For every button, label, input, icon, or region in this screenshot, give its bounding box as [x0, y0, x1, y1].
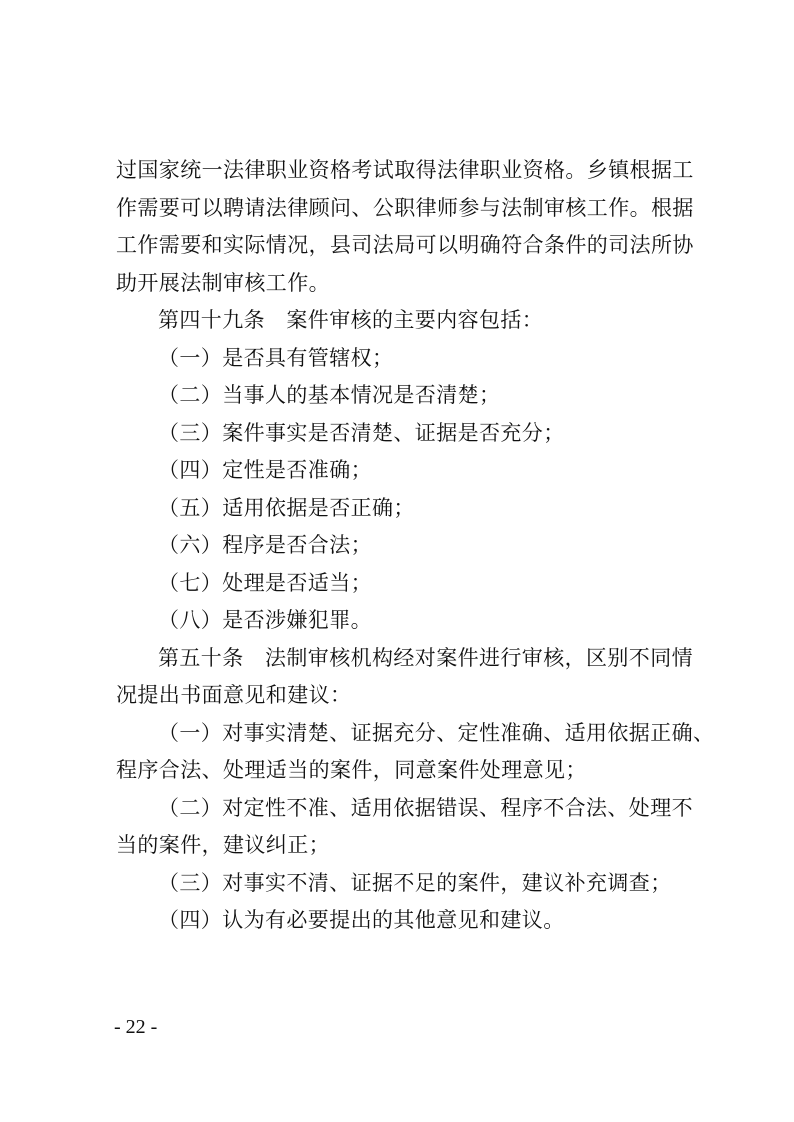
article-50-heading: 第五十条 法制审核机构经对案件进行审核，区别不同情 [158, 645, 693, 670]
text-line: 工作需要和实际情况，县司法局可以明确符合条件的司法所协 [116, 233, 694, 257]
text-line: 当的案件，建议纠正； [116, 833, 330, 857]
list-item: （一）对事实清楚、证据充分、定性准确、适用依据正确、 [158, 720, 715, 745]
list-item: （三）案件事实是否清楚、证据是否充分； [158, 420, 565, 445]
list-item: （六）程序是否合法； [158, 533, 372, 557]
article-49-heading: 第四十九条 案件审核的主要内容包括： [158, 308, 544, 332]
list-item: （五）适用依据是否正确； [158, 495, 415, 520]
list-item: （一）是否具有管辖权； [158, 345, 394, 370]
list-item: （三）对事实不清、证据不足的案件，建议补充调查； [158, 870, 672, 895]
text-line: 助开展法制审核工作。 [116, 270, 330, 295]
list-item: （四）定性是否准确； [158, 458, 372, 482]
text-line: 作需要可以聘请法律顾问、公职律师参与法制审核工作。根据 [116, 195, 694, 220]
list-item: （七）处理是否适当； [158, 570, 372, 595]
text-line: 况提出书面意见和建议： [116, 683, 352, 707]
text-line: 程序合法、处理适当的案件，同意案件处理意见； [116, 758, 587, 782]
text-line: 过国家统一法律职业资格考试取得法律职业资格。乡镇根据工 [116, 158, 694, 182]
page-number: - 22 - [114, 1016, 158, 1038]
list-item: （二）对定性不准、适用依据错误、程序不合法、处理不 [158, 795, 693, 820]
list-item: （四）认为有必要提出的其他意见和建议。 [158, 908, 565, 932]
list-item: （二）当事人的基本情况是否清楚； [158, 383, 501, 407]
list-item: （八）是否涉嫌犯罪。 [158, 608, 372, 632]
